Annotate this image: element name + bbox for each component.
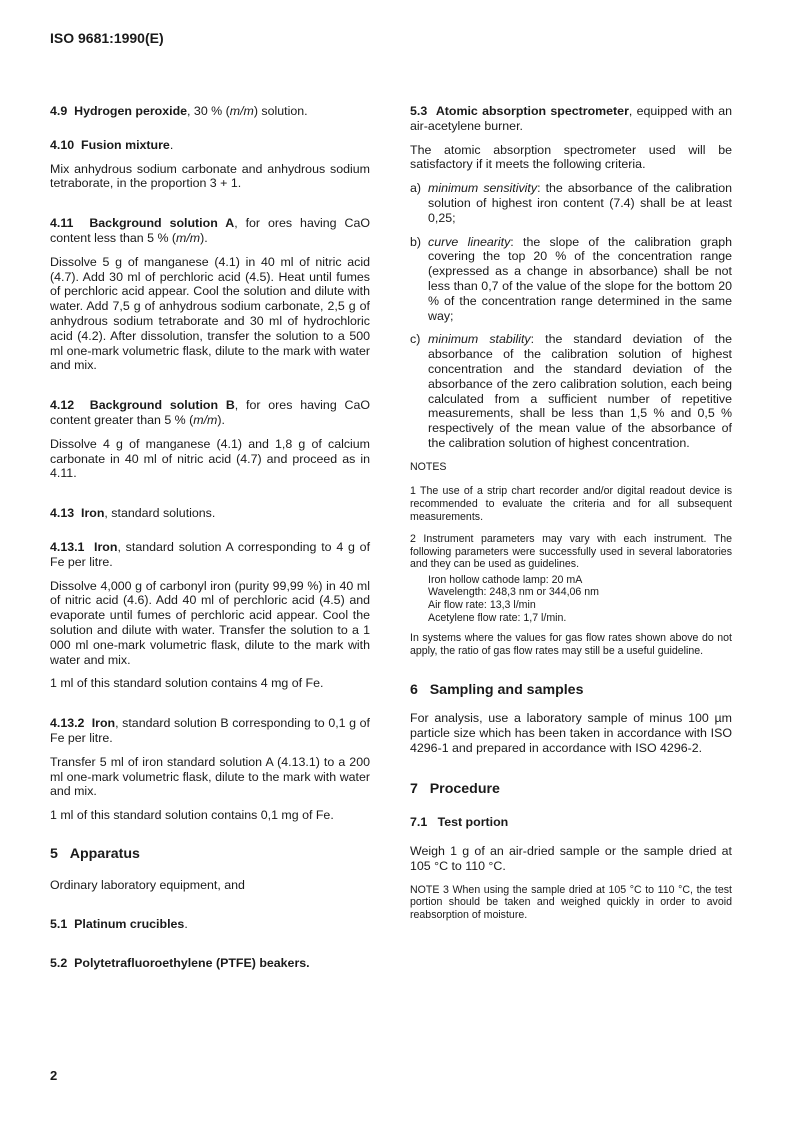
- clause-5-2: [50, 956, 370, 971]
- list-label: b): [410, 234, 422, 249]
- list-label: a): [410, 181, 422, 196]
- clause-4-13-2-note: 1 ml of this standard solution contains 0,1 mg of Fe.: [50, 808, 334, 823]
- criterion-text: : the slope of the calibration graph covering the top 20 % of the concentration range (expressed as a change in absorbance) shall be not less than 0,7 of the value of the slope for the bottom 20 % of the concentration range determined in the same way;: [428, 234, 733, 323]
- clause-title: Hydrogen peroxide: [74, 104, 188, 118]
- section-7-heading: [410, 782, 732, 797]
- clause-text: , for ores having CaO content less than 5 % (: [50, 216, 370, 245]
- notes-heading: NOTES: [410, 460, 447, 473]
- clause-4-13-1-body: Dissolve 4,000 g of carbonyl iron (purity 99,99 %) in 40 ml of nitric acid (4.6). Add 40 ml of perchloric acid (4.5) and evaporate until fumes of perchloric acid appear. Cool the solution and dilute with water. Transfer the solution to a 1 000 ml one-mark volumetric flask, dilute to the mark with water and mix.: [50, 578, 370, 667]
- note-1: 1 The use of a strip chart recorder and/or digital readout device is recommended to evaluate the criteria and for all subsequent measurements.: [410, 485, 732, 523]
- left-column: [50, 104, 370, 971]
- clause-4-12: [50, 398, 370, 428]
- criterion-b: [410, 235, 732, 324]
- section-number: 6: [410, 682, 418, 699]
- criterion-text: : the absorbance of the calibration solution of highest iron content (7.4) shall be at least 0,25;: [428, 181, 733, 225]
- criterion-term: minimum sensitivity: [428, 181, 538, 196]
- section-title: Apparatus: [69, 845, 140, 862]
- clause-title: Fusion mixture: [81, 137, 170, 152]
- right-column: [410, 104, 732, 922]
- parameter-item: Wavelength: 248,3 nm or 344,06 nm: [428, 586, 599, 599]
- criterion-text: : the standard deviation of the absorbance of the calibration solution of highest concentration and the standard deviation of the absorbance of the zero calibration solution, each being calculated from a sufficient number of repetitive measurements, shall be less than 1,5 % and 0,5 % respectively of the mean value of the absorbance of the calibration solution of highest concentration.: [428, 332, 732, 450]
- clause-4-9: [50, 104, 370, 119]
- clause-5-3: [410, 104, 732, 134]
- clause-text: , 30 % (: [187, 104, 230, 118]
- note-2: 2 Instrument parameters may vary with each instrument. The following parameters were successfully used in several laboratories and they can be used as guidelines.: [410, 533, 732, 571]
- note-2-end: In systems where the values for gas flow rates shown above do not apply, the ratio of gas flow rates may still be a useful guideline.: [410, 632, 732, 657]
- parameter-item: Iron hollow cathode lamp: 20 mA: [428, 573, 583, 586]
- clause-title: Platinum crucibles: [74, 917, 185, 932]
- clause-title: Iron: [94, 539, 118, 554]
- clause-4-13-1-note: 1 ml of this standard solution contains 4 mg of Fe.: [50, 676, 324, 691]
- criterion-c: [410, 332, 732, 450]
- clause-4-13-2: [50, 716, 370, 746]
- section-title: Sampling and samples: [429, 682, 584, 699]
- document-header: ISO 9681:1990(E): [50, 30, 164, 46]
- parameter-item: Acetylene flow rate: 1,7 l/min.: [428, 611, 567, 624]
- clause-4-11: [50, 216, 370, 246]
- clause-text: .: [306, 956, 310, 971]
- clause-title: Background solution A: [89, 216, 235, 231]
- clause-title: Atomic absorption spectrometer: [435, 104, 629, 118]
- clause-5-3-body: The atomic absorption spectrometer used will be satisfactory if it meets the following criteria.: [410, 142, 732, 172]
- clause-text: ) solution.: [253, 104, 308, 118]
- clause-text: , for ores having CaO content greater than 5 % (: [50, 398, 370, 427]
- clause-text: .: [184, 917, 188, 932]
- list-label: c): [410, 332, 421, 347]
- clause-4-10: [50, 138, 370, 153]
- clause-number: 4.13.2: [50, 716, 85, 731]
- clause-title: Test portion: [437, 815, 509, 830]
- page-number: 2: [50, 1068, 58, 1083]
- clause-7-1: [410, 815, 732, 830]
- clause-text: ).: [200, 230, 208, 245]
- section-5-heading: [50, 847, 370, 862]
- clause-4-13-1: [50, 540, 370, 570]
- criterion-term: curve linearity: [428, 234, 511, 249]
- criterion-term: minimum stability: [428, 332, 531, 347]
- section-title: Procedure: [429, 780, 500, 797]
- section-number: 5: [50, 845, 58, 862]
- clause-5-1: [50, 917, 370, 932]
- clause-title: Iron: [91, 716, 116, 731]
- section-number: 7: [410, 780, 418, 797]
- section-5-body: Ordinary laboratory equipment, and: [50, 877, 245, 892]
- clause-number: 7.1: [410, 815, 428, 830]
- clause-number: 4.10: [50, 137, 75, 152]
- clause-text: m/m: [176, 230, 201, 245]
- clause-4-12-body: Dissolve 4 g of manganese (4.1) and 1,8 g of calcium carbonate in 40 ml of nitric acid (4.7) and proceed as in 4.11.: [50, 436, 370, 481]
- parameter-item: Air flow rate: 13,3 l/min: [428, 599, 536, 612]
- clause-text: .: [169, 137, 174, 152]
- clause-number: 4.9: [50, 104, 68, 118]
- instrument-parameters: [410, 574, 732, 624]
- clause-text: , standard solutions.: [104, 506, 216, 521]
- clause-4-10-body: Mix anhydrous sodium carbonate and anhydrous sodium tetraborate, in the proportion 3 + 1.: [50, 161, 370, 191]
- clause-title: Iron: [81, 506, 105, 521]
- clause-number: 5.1: [50, 917, 68, 932]
- clause-7-1-body: Weigh 1 g of an air-dried sample or the sample dried at 105 °C to 110 °C.: [410, 844, 732, 874]
- clause-4-13-2-body: Transfer 5 ml of iron standard solution A (4.13.1) to a 200 ml one-mark volumetric flask, dilute to the mark with water and mix.: [50, 754, 370, 799]
- clause-title: Background solution B: [89, 398, 235, 413]
- clause-number: 4.11: [50, 216, 74, 231]
- clause-4-11-body: Dissolve 5 g of manganese (4.1) in 40 ml of nitric acid (4.7). Add 30 ml of perchloric acid (4.5). Heat until fumes of perchloric acid appear. Cool the solution and dilute with water. Add 7,5 g of anhydrous sodium carbonate, 2,5 g of anhydrous sodium tetraborate and 30 ml of hydrochloric acid (4.2). After dissolution, transfer the solution to a 500 ml one-mark volumetric flask, dilute to the mark with water and mix.: [50, 254, 370, 373]
- clause-text: , equipped with an air-acetylene burner.: [410, 104, 733, 133]
- clause-number: 4.13.1: [50, 539, 85, 554]
- clause-number: 4.13: [50, 506, 75, 521]
- clause-number: 5.2: [50, 956, 68, 971]
- clause-4-13: [50, 506, 370, 521]
- clause-text: m/m: [193, 412, 218, 427]
- clause-number: 5.3: [410, 104, 428, 118]
- criterion-a: [410, 181, 732, 225]
- clause-text: , standard solution B corresponding to 0,1 g of Fe per litre.: [50, 716, 371, 745]
- clause-text: m/m: [229, 104, 254, 118]
- section-6-body: For analysis, use a laboratory sample of minus 100 µm particle size which has been taken in accordance with ISO 4296-1 and prepared in accordance with ISO 4296-2.: [410, 711, 732, 755]
- clause-text: ).: [217, 412, 225, 427]
- section-6-heading: [410, 683, 732, 698]
- clause-text: , standard solution A corresponding to 4 g of Fe per litre.: [50, 539, 371, 569]
- clause-title: Polytetrafluoroethylene (PTFE) beakers: [74, 956, 307, 971]
- note-3: NOTE 3 When using the sample dried at 105 °C to 110 °C, the test portion should be taken and weighed quickly in order to avoid reabsorption of moisture.: [410, 883, 732, 922]
- clause-number: 4.12: [50, 398, 75, 413]
